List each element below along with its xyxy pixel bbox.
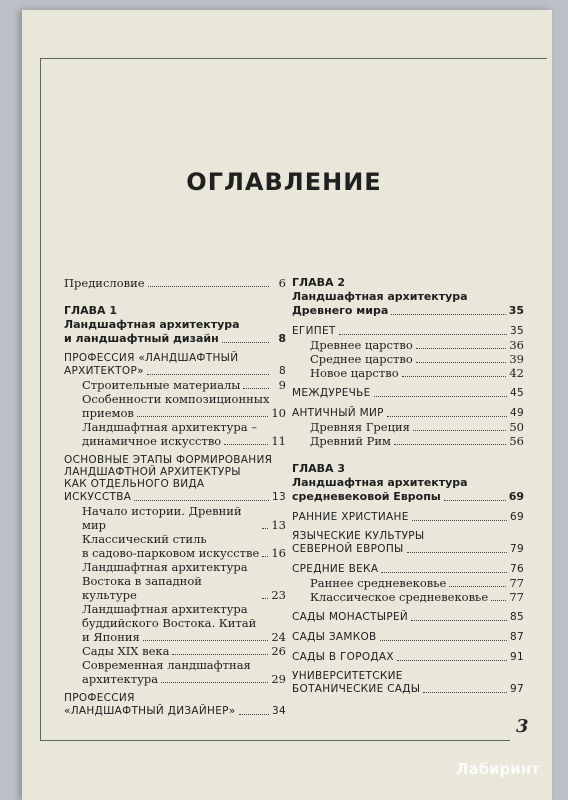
page-ref: 69: [508, 490, 524, 503]
dot-leader: [397, 660, 507, 661]
entry-line: [64, 364, 286, 378]
dot-leader: [394, 444, 506, 445]
entry-line: [82, 672, 286, 686]
toc-entry: [292, 420, 524, 434]
entry-title: Строительные материалы: [82, 378, 241, 392]
page-ref: 6: [278, 276, 286, 290]
section-entry: [292, 562, 524, 576]
entry-line: [292, 630, 524, 644]
page-ref: 87: [510, 631, 524, 643]
toc-entry: [64, 504, 286, 532]
entry-line: [292, 406, 524, 420]
page-ref: 36: [509, 338, 524, 352]
dot-leader: [339, 334, 507, 335]
entry-title: СЕВЕРНОЙ ЕВРОПЫ: [292, 543, 404, 555]
entry-line: ЛАНДШАФТНОЙ АРХИТЕКТУРЫ: [64, 466, 241, 478]
toc-entry: [292, 434, 524, 448]
entry-line: Современная ландшафтная: [82, 658, 251, 672]
entry-line: [292, 610, 524, 624]
page-ref: 39: [509, 352, 524, 366]
entry-title: САДЫ В ГОРОДАХ: [292, 651, 394, 663]
subsection-entry: [64, 532, 286, 560]
page-ref: 77: [509, 590, 524, 604]
entry-title: и Япония: [82, 630, 140, 644]
entry-line: Ландшафтная архитектура –: [82, 420, 258, 434]
entry-line: [82, 546, 286, 560]
entry-title: МЕЖДУРЕЧЬЕ: [292, 387, 371, 399]
entry-line: Ландшафтная архитектура: [82, 602, 248, 616]
entry-title: ИСКУССТВА: [64, 491, 132, 503]
chapter-title-line: Ландшафтная архитектура: [292, 476, 468, 489]
dot-leader: [402, 376, 507, 377]
section-entry: [292, 630, 524, 644]
chapter-title-entry: [292, 490, 524, 504]
entry-line: Особенности композиционных: [82, 392, 270, 406]
section-entry: [64, 454, 286, 504]
entry-line: [292, 650, 524, 664]
page-ref: 11: [271, 434, 286, 448]
entry-title: Новое царство: [310, 366, 399, 380]
entry-title: Древнего мира: [292, 304, 389, 317]
chapter-title-entry: [292, 304, 524, 318]
page-ref: 23: [271, 588, 286, 602]
section-entry: [64, 352, 286, 378]
entry-title: Древняя Греция: [310, 420, 410, 434]
chapter-heading: ГЛАВА 1: [64, 304, 118, 317]
entry-title: Начало истории. Древний мир: [82, 504, 242, 532]
page-ref: 56: [509, 434, 524, 448]
entry-title: АРХИТЕКТОР»: [64, 365, 144, 377]
page-ref: 76: [510, 563, 524, 575]
toc-entry: [292, 366, 524, 380]
dot-leader: [243, 388, 269, 389]
page-frame-bottom-rule: [40, 740, 510, 741]
entry-title: динамичное искусство: [82, 434, 222, 448]
page-ref: 69: [510, 511, 524, 523]
dot-leader: [380, 640, 507, 641]
toc-left-column: [64, 272, 286, 718]
page-title: ОГЛАВЛЕНИЕ: [186, 168, 382, 196]
entry-line: Ландшафтная архитектура: [82, 560, 248, 574]
entry-title: САДЫ ЗАМКОВ: [292, 631, 377, 643]
entry-line: [82, 434, 286, 448]
entry-line: ПРОФЕССИЯ: [64, 692, 135, 704]
entry-title: БОТАНИЧЕСКИЕ САДЫ: [292, 683, 421, 695]
entry-line: [292, 386, 524, 400]
page-ref: 16: [271, 546, 286, 560]
section-entry: [292, 386, 524, 400]
toc-entry: [64, 378, 286, 392]
page-ref: 77: [509, 576, 524, 590]
entry-title: СРЕДНИЕ ВЕКА: [292, 563, 379, 575]
section-entry: [292, 510, 524, 524]
page-ref: 49: [510, 407, 524, 419]
section-entry: [292, 530, 524, 556]
subsection-entry: [64, 392, 286, 420]
entry-line: [292, 562, 524, 576]
page-ref: 50: [509, 420, 524, 434]
page-number: 3: [516, 716, 529, 737]
entry-title: и ландшафтный дизайн: [64, 332, 219, 345]
page-ref: 10: [271, 406, 286, 420]
subsection-entry: [64, 602, 286, 644]
dot-leader: [137, 416, 269, 417]
dot-leader: [239, 714, 269, 715]
dot-leader: [407, 552, 507, 553]
dot-leader: [147, 374, 269, 375]
entry-line: [82, 406, 286, 420]
entry-title: средневековой Европы: [292, 490, 441, 503]
entry-title: САДЫ МОНАСТЫРЕЙ: [292, 611, 409, 623]
entry-line: [82, 574, 286, 602]
entry-title: архитектура: [82, 672, 159, 686]
entry-title: Востока в западной культуре: [82, 574, 202, 602]
dot-leader: [444, 500, 506, 501]
entry-title: РАННИЕ ХРИСТИАНЕ: [292, 511, 409, 523]
page-ref: 29: [271, 672, 286, 686]
toc-entry: [64, 276, 286, 290]
entry-line: Классический стиль: [82, 532, 207, 546]
dot-leader: [423, 692, 507, 693]
entry-title: Древнее царство: [310, 338, 413, 352]
subsection-entry: [64, 658, 286, 686]
chapter-title-entry: [64, 332, 286, 346]
entry-line: [64, 490, 286, 504]
chapter-title-line: Ландшафтная архитектура: [292, 290, 468, 303]
section-entry: [292, 610, 524, 624]
chapter-heading: ГЛАВА 3: [292, 462, 346, 475]
section-entry: [292, 406, 524, 420]
entry-line: [292, 510, 524, 524]
dot-leader: [411, 620, 507, 621]
entry-line: ПРОФЕССИЯ «ЛАНДШАФТНЫЙ: [64, 352, 239, 364]
watermark-logo: Лабиринт: [456, 760, 540, 778]
entry-title: Классическое средневековье: [310, 590, 489, 604]
dot-leader: [262, 528, 268, 529]
entry-line: [82, 630, 286, 644]
section-entry: [292, 670, 524, 696]
entry-line: ЯЗЫЧЕСКИЕ КУЛЬТУРЫ: [292, 530, 425, 542]
entry-title: приемов: [82, 406, 134, 420]
dot-leader: [148, 286, 269, 287]
entry-line: УНИВЕРСИТЕТСКИЕ: [292, 670, 403, 682]
dot-leader: [413, 430, 506, 431]
dot-leader: [387, 416, 507, 417]
entry-line: буддийского Востока. Китай: [82, 616, 257, 630]
entry-title: Предисловие: [64, 276, 145, 290]
entry-line: [64, 704, 286, 718]
page-ref: 34: [272, 705, 286, 717]
page-ref: 8: [279, 365, 286, 377]
page-ref: 26: [271, 644, 286, 658]
page-ref: 24: [271, 630, 286, 644]
section-entry: [64, 692, 286, 718]
entry-title: ЕГИПЕТ: [292, 325, 336, 337]
dot-leader: [224, 444, 268, 445]
dot-leader: [222, 342, 269, 343]
toc-entry: [64, 644, 286, 658]
page-ref: 45: [510, 387, 524, 399]
toc-entry: [292, 338, 524, 352]
dot-leader: [416, 362, 507, 363]
page-ref: 35: [510, 325, 524, 337]
entry-title: Среднее царство: [310, 352, 413, 366]
page-ref: 79: [510, 543, 524, 555]
page-ref: 35: [508, 304, 524, 317]
page-ref: 8: [278, 332, 286, 345]
dot-leader: [412, 520, 507, 521]
dot-leader: [416, 348, 507, 349]
page-ref: 13: [272, 491, 286, 503]
dot-leader: [262, 556, 268, 557]
dot-leader: [381, 572, 507, 573]
entry-title: Древний Рим: [310, 434, 391, 448]
page-ref: 13: [271, 518, 286, 532]
entry-title: Сады XIX века: [82, 644, 170, 658]
dot-leader: [172, 654, 268, 655]
subsection-entry: [64, 560, 286, 602]
entry-line: ОСНОВНЫЕ ЭТАПЫ ФОРМИРОВАНИЯ: [64, 454, 273, 466]
dot-leader: [491, 600, 506, 601]
entry-line: [292, 324, 524, 338]
dot-leader: [161, 682, 268, 683]
page-ref: 42: [509, 366, 524, 380]
dot-leader: [143, 640, 269, 641]
page-ref: 97: [510, 683, 524, 695]
dot-leader: [262, 598, 268, 599]
dot-leader: [374, 396, 507, 397]
page-ref: 9: [278, 378, 286, 392]
entry-line: [292, 682, 524, 696]
entry-line: КАК ОТДЕЛЬНОГО ВИДА: [64, 478, 205, 490]
dot-leader: [449, 586, 506, 587]
entry-title: АНТИЧНЫЙ МИР: [292, 407, 384, 419]
entry-line: [292, 542, 524, 556]
page-ref: 91: [510, 651, 524, 663]
entry-title: «ЛАНДШАФТНЫЙ ДИЗАЙНЕР»: [64, 705, 236, 717]
dot-leader: [391, 314, 505, 315]
toc-right-column: [292, 272, 524, 696]
chapter-title-line: Ландшафтная архитектура: [64, 318, 240, 331]
page-ref: 85: [510, 611, 524, 623]
subsection-entry: [64, 420, 286, 448]
toc-entry: [292, 590, 524, 604]
chapter-heading: ГЛАВА 2: [292, 276, 346, 289]
toc-entry: [292, 352, 524, 366]
dot-leader: [134, 500, 269, 501]
entry-title: Раннее средневековье: [310, 576, 447, 590]
section-entry: [292, 650, 524, 664]
entry-title: в садово-парковом искусстве: [82, 546, 260, 560]
section-entry: [292, 324, 524, 338]
toc-entry: [292, 576, 524, 590]
